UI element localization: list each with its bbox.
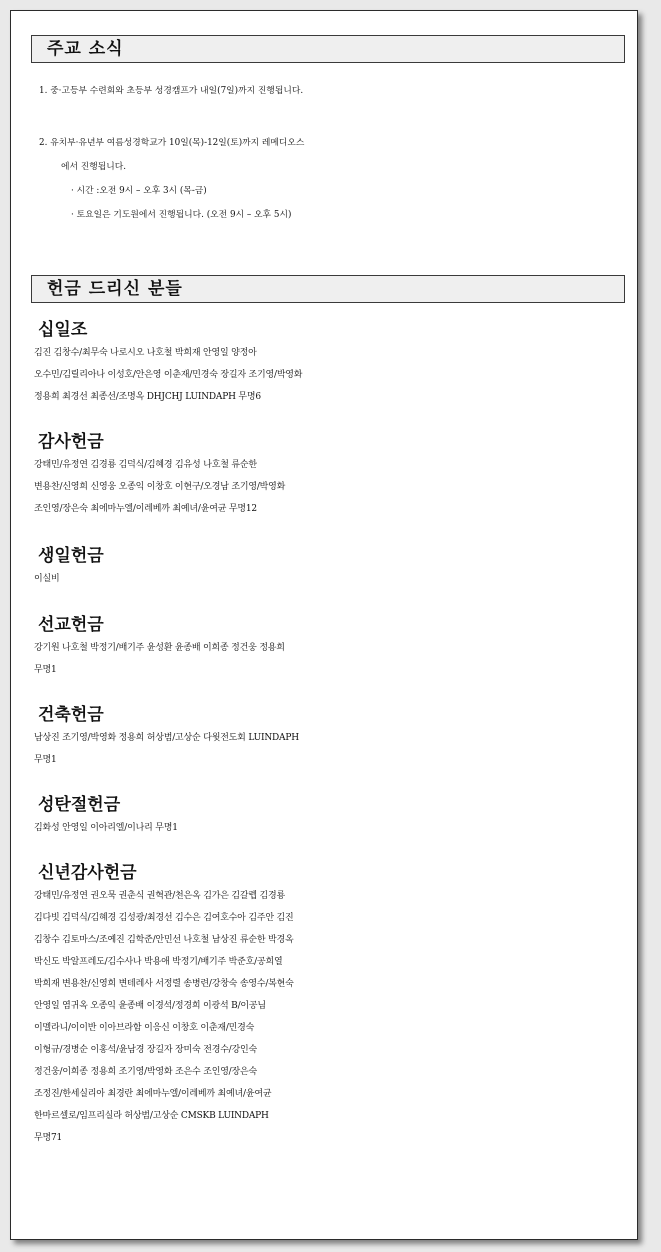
name-line: 김진 김창수/최무숙 나로시오 나호철 박희재 안영일 양정아: [34, 348, 257, 358]
offering-group-title: 감사헌금: [38, 432, 104, 452]
offering-group-names: [34, 727, 634, 771]
name-line: 김화성 안영일 이아리엘/이나리 무명1: [34, 823, 178, 833]
name-line: 무명1: [34, 665, 57, 675]
offering-group-title: 십일조: [38, 320, 88, 340]
notice-item-2-line2: 에서 진행됩니다.: [61, 162, 127, 172]
name-line: 정건웅/이희종 정용희 조기영/박영화 조은수 조인영/장은숙: [34, 1067, 257, 1077]
offering-group-title: 신년감사헌금: [38, 863, 137, 883]
name-line: 남상진 조기영/박영화 정용희 허상범/고상순 다윗전도회 LUINDAPH: [34, 733, 299, 743]
name-line: 무명1: [34, 755, 57, 765]
offering-group-birthday: [34, 545, 634, 590]
notice-item-1: [39, 79, 639, 103]
name-line: 김다빗 김덕식/김혜경 김성광/최경선 김수은 김여호수아 김주안 김진: [34, 913, 294, 923]
name-line: 조정진/한세실리아 최경란 최에마누엘/이레베까 최예녀/윤여균: [34, 1089, 272, 1099]
notice-item-2-line1: 2. 유치부·유년부 여름성경학교가 10일(목)-12일(토)까지 레메디오스: [39, 138, 305, 148]
name-line: 이실비: [34, 574, 60, 584]
offering-group-christmas: [34, 794, 634, 839]
offering-group-names: [34, 885, 634, 1149]
offering-group-names: [34, 454, 634, 520]
offering-group-names: [34, 342, 634, 408]
name-line: 박신도 박알프레도/김수사나 박용애 박정기/배기주 박준호/공희열: [34, 957, 283, 967]
name-line: 박희재 변용찬/신영희 변테레사 서정렬 송병련/강창숙 송영수/복현숙: [34, 979, 294, 989]
offering-group-title: 성탄절헌금: [38, 795, 121, 815]
offering-group-mission: [34, 614, 634, 681]
offering-group-new-year: [34, 862, 634, 1149]
name-line: 강기원 나호철 박정기/배기주 윤성환 윤종배 이희종 정건웅 정용희: [34, 643, 285, 653]
name-line: 정용희 최경선 최종선/조명옥 DHJCHJ LUINDAPH 무명6: [34, 392, 261, 402]
notice-item-2-bullet-1: · 시간 :오전 9시 – 오후 3시 (목-금): [71, 186, 207, 196]
bulletin-page: [10, 10, 638, 1240]
name-line: 한마르셀로/임프리실라 허상범/고상순 CMSKB LUINDAPH: [34, 1111, 269, 1121]
name-line: 강태민/유정연 권오묵 권춘식 권혁관/천은옥 김가은 김갈렙 김경룡: [34, 891, 285, 901]
offering-group-names: [34, 568, 634, 590]
name-line: 이멜라니/이이반 이아브라함 이응신 이창호 이춘재/민경숙: [34, 1023, 255, 1033]
name-line: 오수민/김릴리아나 이성호/안은영 이춘재/민경숙 장길자 조기영/박영화: [34, 370, 303, 380]
notice-item-2-bullet-2: · 토요일은 기도원에서 진행됩니다. (오전 9시 – 오후 5시): [71, 210, 292, 220]
notice-item-2: [39, 131, 639, 227]
offering-group-title: 생일헌금: [38, 546, 104, 566]
name-line: 무명71: [34, 1133, 63, 1143]
offering-group-names: [34, 637, 634, 681]
name-line: 강태민/유정연 김경룡 김덕식/김혜경 김유성 나호철 류순한: [34, 460, 257, 470]
name-line: 안영일 염귀옥 오종익 윤종배 이경석/정경희 이광석 B/이공님: [34, 1001, 266, 1011]
offering-group-title: 건축헌금: [38, 705, 104, 725]
name-line: 이형규/경병순 이홍석/윤남경 장길자 장미숙 전경수/강인숙: [34, 1045, 257, 1055]
offering-group-names: [34, 817, 634, 839]
name-line: 김창수 김토마스/조예진 김학준/안민선 나호철 남상진 류순한 박경옥: [34, 935, 294, 945]
offering-group-thanksgiving: [34, 431, 634, 520]
offering-group-tithe: [34, 319, 634, 408]
offering-group-building: [34, 704, 634, 771]
name-line: 변용찬/신영희 신영웅 오종익 이창호 이현구/오경남 조기영/박영화: [34, 482, 286, 492]
offerings-header: 헌금 드리신 분들: [31, 275, 625, 303]
offering-group-title: 선교헌금: [38, 615, 104, 635]
name-line: 조인영/장은숙 최에마누엘/이레베까 최예녀/윤여균 무명12: [34, 504, 257, 514]
notice-item-1-text: 1. 중·고등부 수련회와 초등부 성경캠프가 내일(7일)까지 진행됩니다.: [39, 86, 304, 96]
notices-header: 주교 소식: [31, 35, 625, 63]
